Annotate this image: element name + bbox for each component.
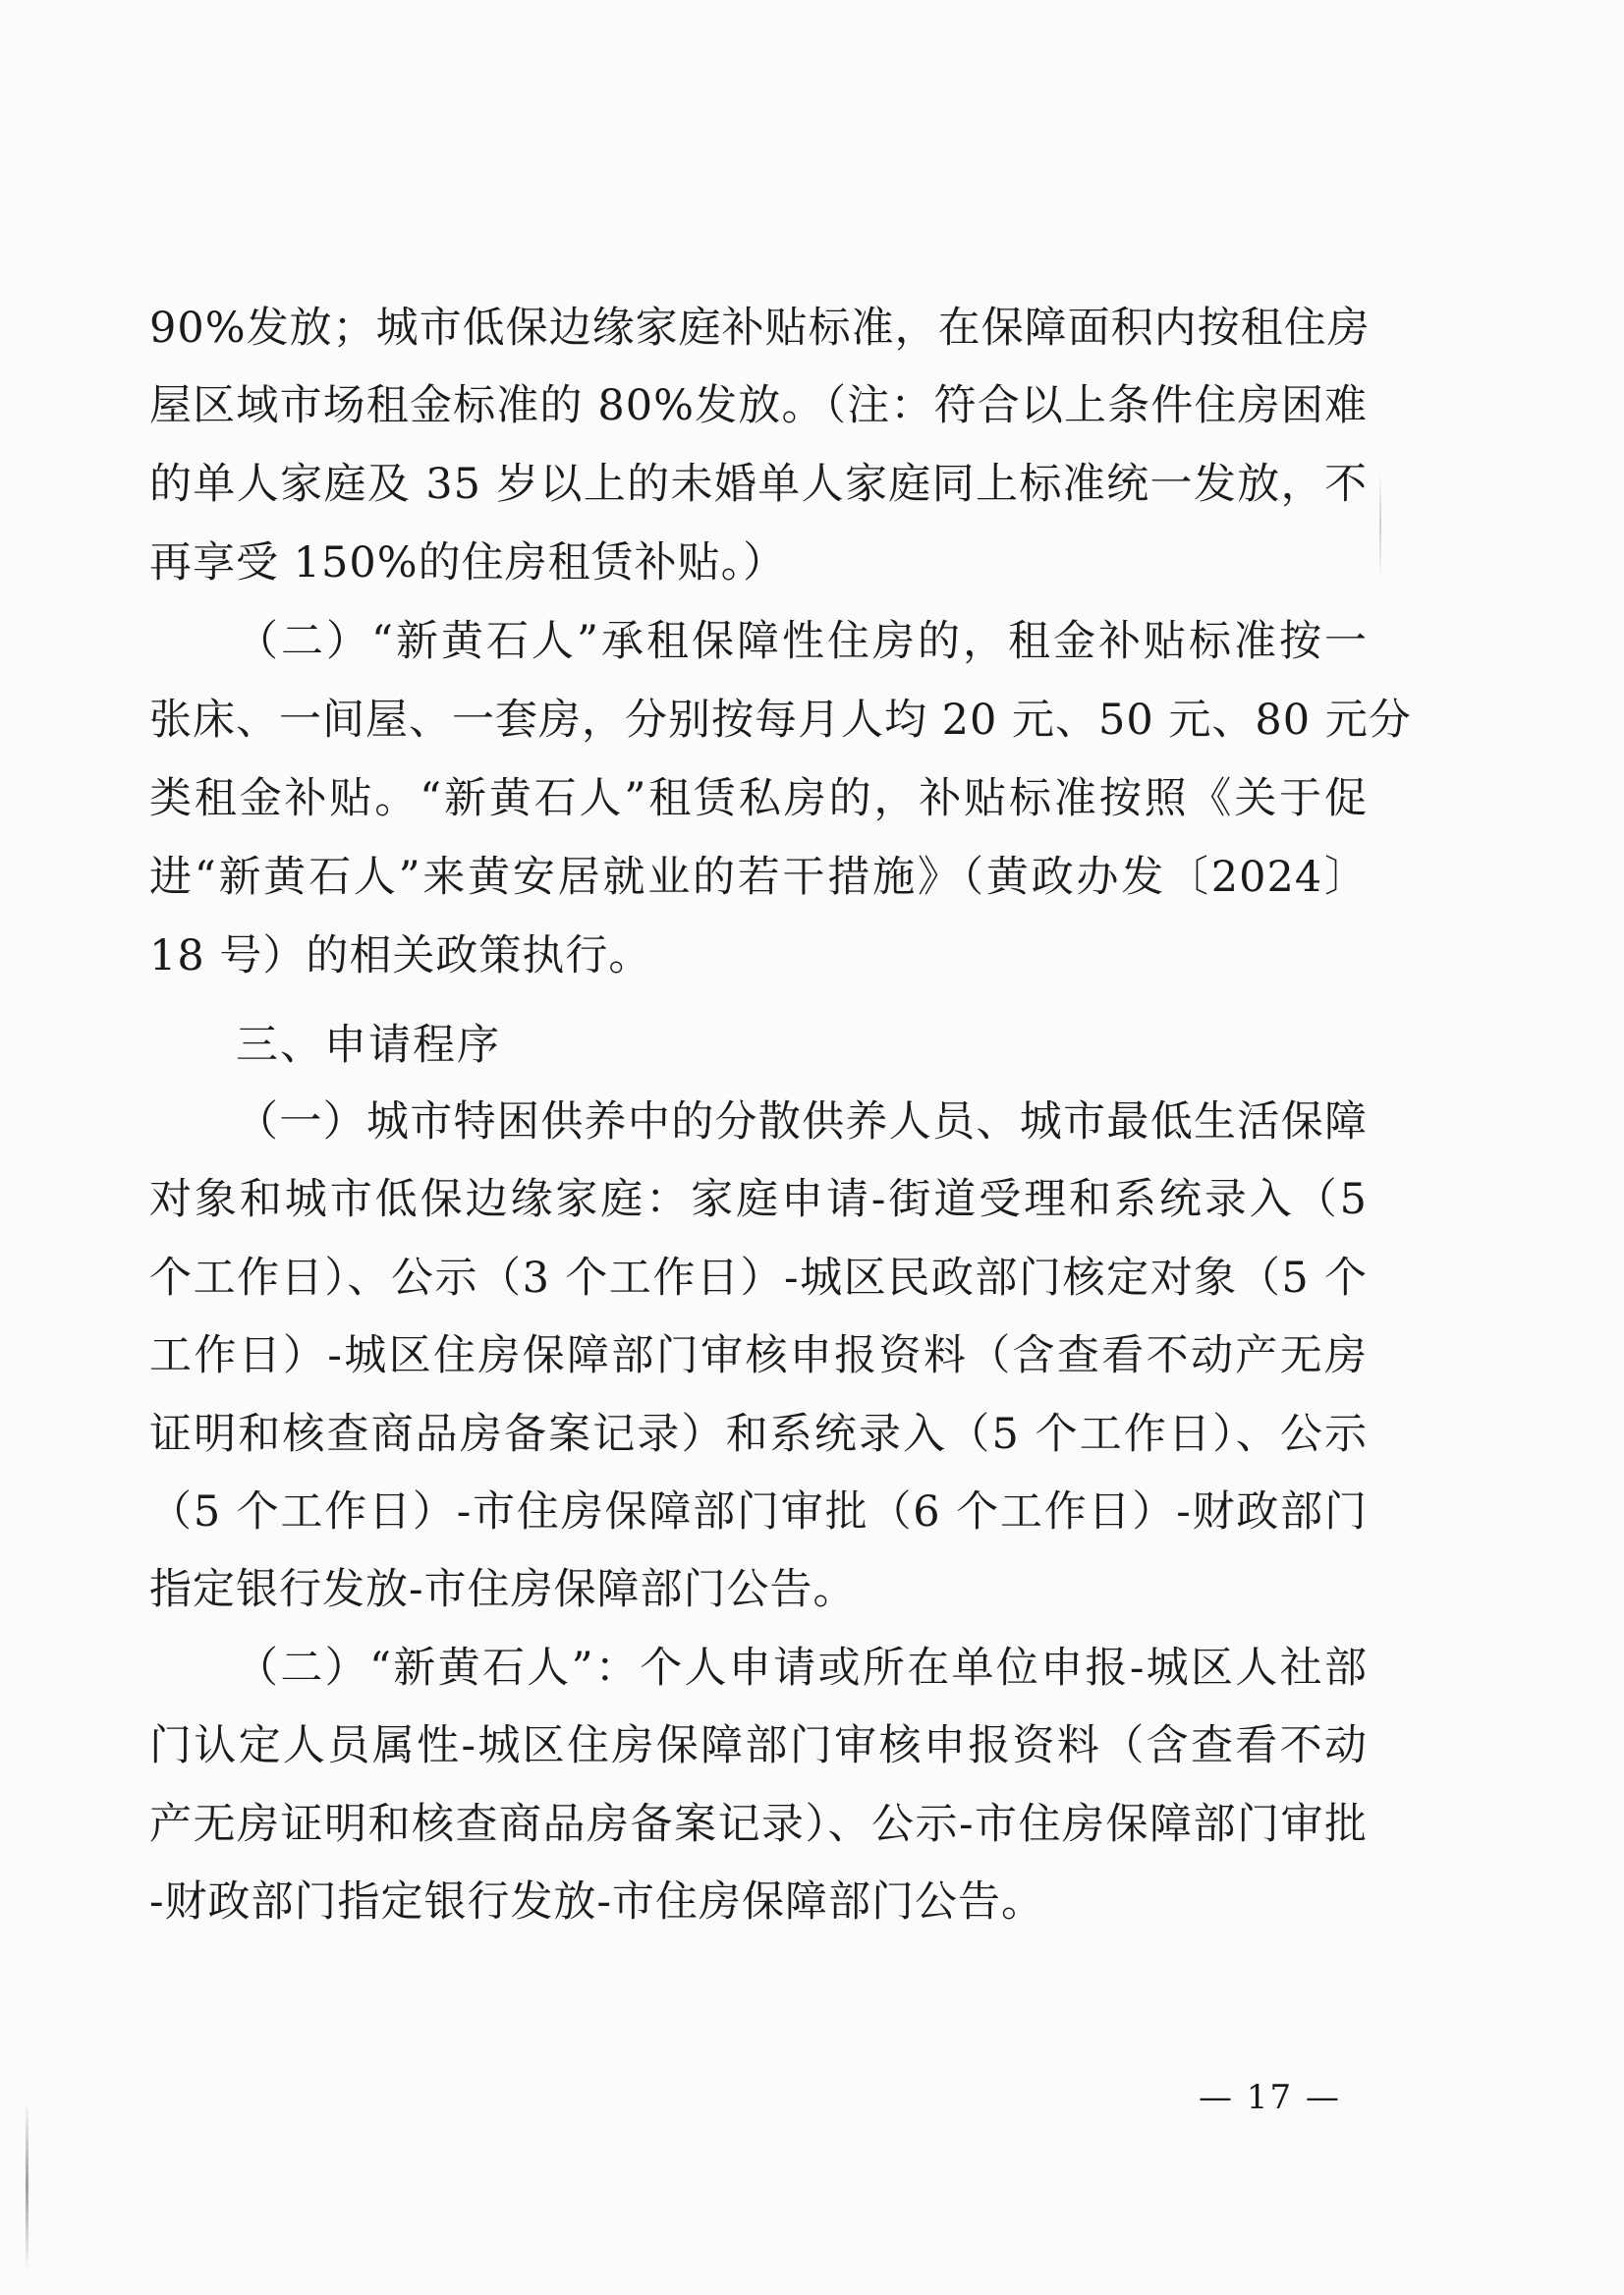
- scan-artifact: [1379, 472, 1381, 580]
- text-line: 产无房证明和核查商品房备案记录）、公示-市住房保障部门审批: [149, 1800, 1368, 1849]
- text-line: 18 号）的相关政策执行。: [149, 931, 652, 980]
- text-line: 工作日）-城区住房保障部门审核申报资料（含查看不动产无房: [149, 1331, 1368, 1380]
- text-line: 再享受 150%的住房租赁补贴。）: [149, 538, 787, 588]
- section-heading: 三、申请程序: [236, 1021, 501, 1070]
- scan-artifact: [26, 2102, 28, 2269]
- page-number: — 17 —: [1199, 2078, 1341, 2117]
- text-line: （一）城市特困供养中的分散供养人员、城市最低生活保障: [236, 1097, 1368, 1147]
- text-line: 个工作日）、公示（3 个工作日）-城区民政部门核定对象（5 个: [149, 1254, 1368, 1303]
- text-line: 门认定人员属性-城区住房保障部门审核申报资料（含查看不动: [149, 1721, 1368, 1770]
- text-line: 证明和核查商品房备案记录）和系统录入（5 个工作日）、公示: [149, 1410, 1368, 1459]
- text-line: 屋区域市场租金标准的 80%发放。（注：符合以上条件住房困难: [149, 381, 1368, 430]
- text-line: 指定银行发放-市住房保障部门公告。: [149, 1565, 857, 1614]
- text-line: -财政部门指定银行发放-市住房保障部门公告。: [149, 1877, 1045, 1927]
- text-line: （二）“新黄石人”承租保障性住房的，租金补贴标准按一: [236, 617, 1368, 666]
- text-line: （二）“新黄石人”：个人申请或所在单位申报-城区人社部: [236, 1644, 1368, 1693]
- text-line: 对象和城市低保边缘家庭：家庭申请-街道受理和系统录入（5: [149, 1175, 1368, 1224]
- text-line: 的单人家庭及 35 岁以上的未婚单人家庭同上标准统一发放，不: [149, 460, 1368, 509]
- text-line: （5 个工作日）-市住房保障部门审批（6 个工作日）-财政部门: [149, 1487, 1368, 1537]
- text-line: 张床、一间屋、一套房，分别按每月人均 20 元、50 元、80 元分: [149, 696, 1412, 745]
- text-line: 类租金补贴。“新黄石人”租赁私房的，补贴标准按照《关于促: [149, 774, 1368, 823]
- text-line: 进“新黄石人”来黄安居就业的若干措施》（黄政办发〔2024〕: [149, 853, 1368, 902]
- text-line: 90%发放；城市低保边缘家庭补贴标准，在保障面积内按租住房: [149, 304, 1371, 353]
